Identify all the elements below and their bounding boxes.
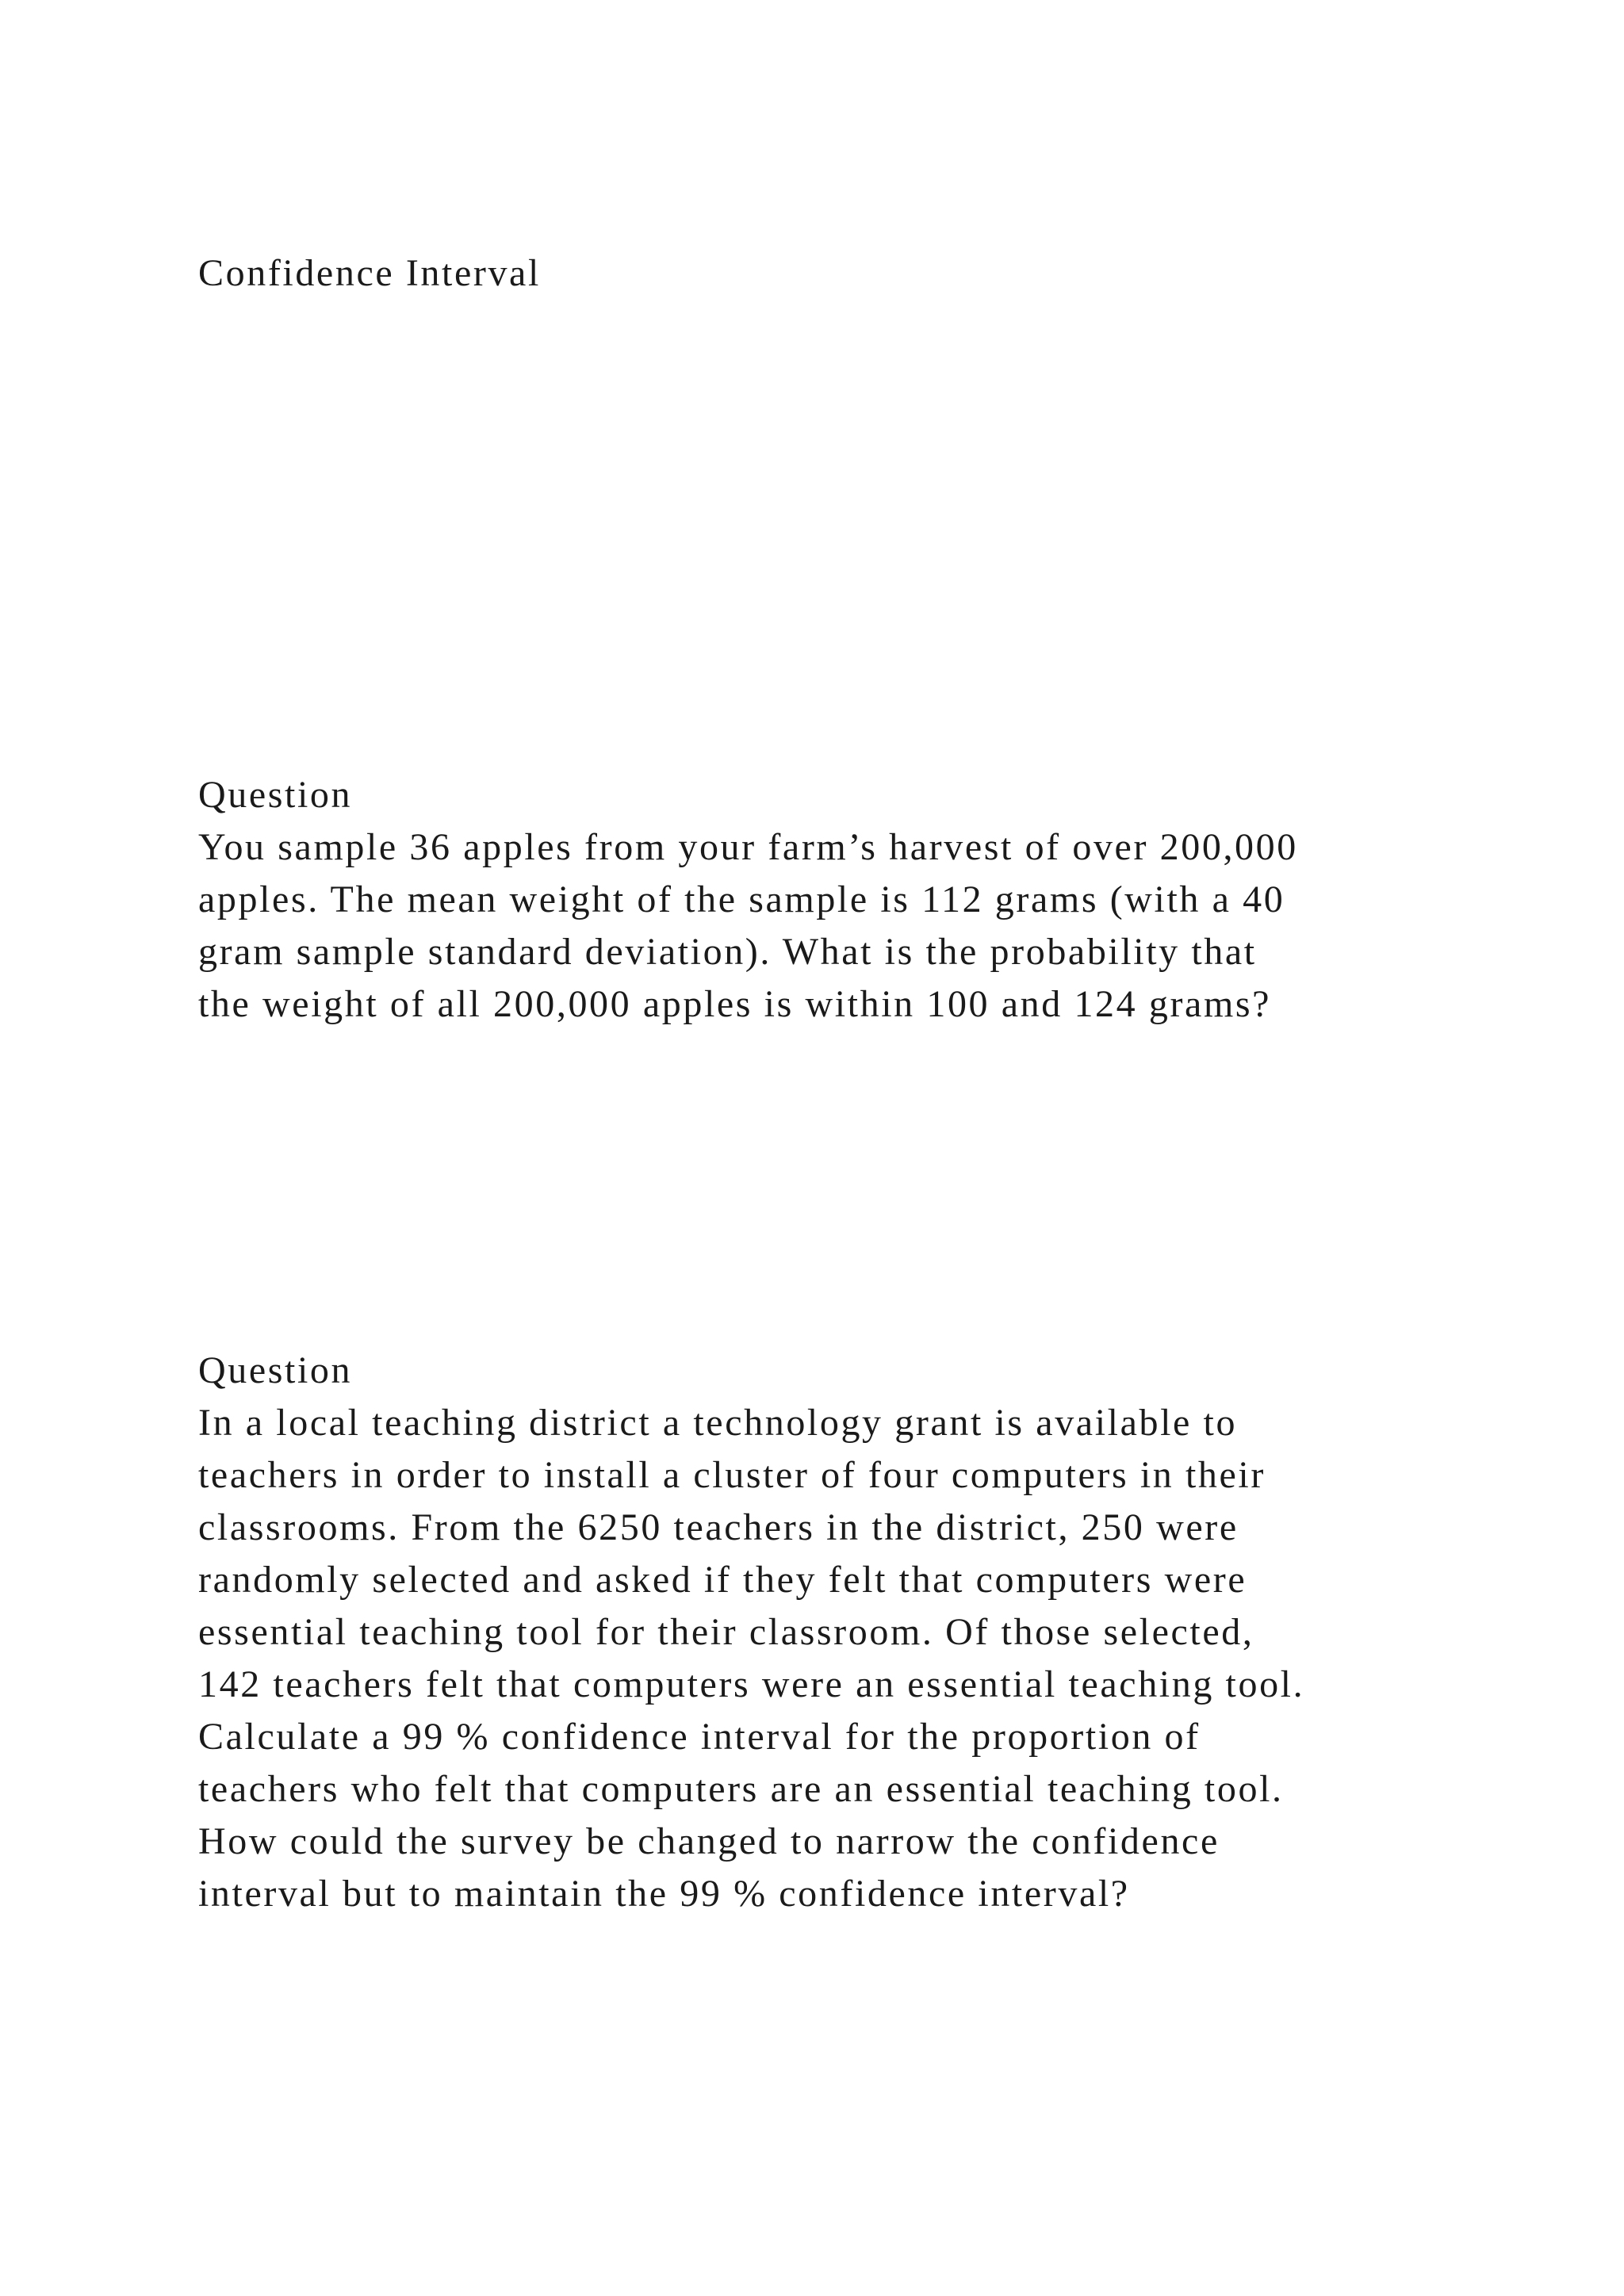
- question-2-line: interval but to maintain the 99 % confidence interval?: [198, 1873, 1130, 1915]
- question-2: [198, 1345, 1507, 1920]
- question-2-line: randomly selected and asked if they felt that computers were: [198, 1559, 1247, 1601]
- question-1-line: apples. The mean weight of the sample is 112 grams (with a 40: [198, 878, 1285, 920]
- document-title: Confidence Interval: [198, 252, 541, 294]
- question-2-line: classrooms. From the 6250 teachers in the district, 250 were: [198, 1506, 1239, 1548]
- question-2-line: Calculate a 99 % confidence interval for the proportion of: [198, 1716, 1201, 1758]
- question-2-line: 142 teachers felt that computers were an essential teaching tool.: [198, 1663, 1305, 1705]
- question-1-line: the weight of all 200,000 apples is within 100 and 124 grams?: [198, 983, 1272, 1025]
- question-1: [198, 769, 1507, 1031]
- question-2-line: How could the survey be changed to narrow the confidence: [198, 1820, 1220, 1862]
- question-2-line: teachers who felt that computers are an essential teaching tool.: [198, 1768, 1284, 1810]
- question-2-line: In a local teaching district a technology grant is available to: [198, 1402, 1238, 1444]
- question-2-line: essential teaching tool for their classroom. Of those selected,: [198, 1611, 1254, 1653]
- question-2-line: teachers in order to install a cluster of four computers in their: [198, 1454, 1266, 1496]
- question-1-line: You sample 36 apples from your farm’s harvest of over 200,000: [198, 826, 1298, 868]
- question-2-heading: Question: [198, 1349, 353, 1391]
- question-1-line: gram sample standard deviation). What is the probability that: [198, 931, 1257, 973]
- title-block: [198, 247, 1507, 300]
- question-1-heading: Question: [198, 774, 353, 816]
